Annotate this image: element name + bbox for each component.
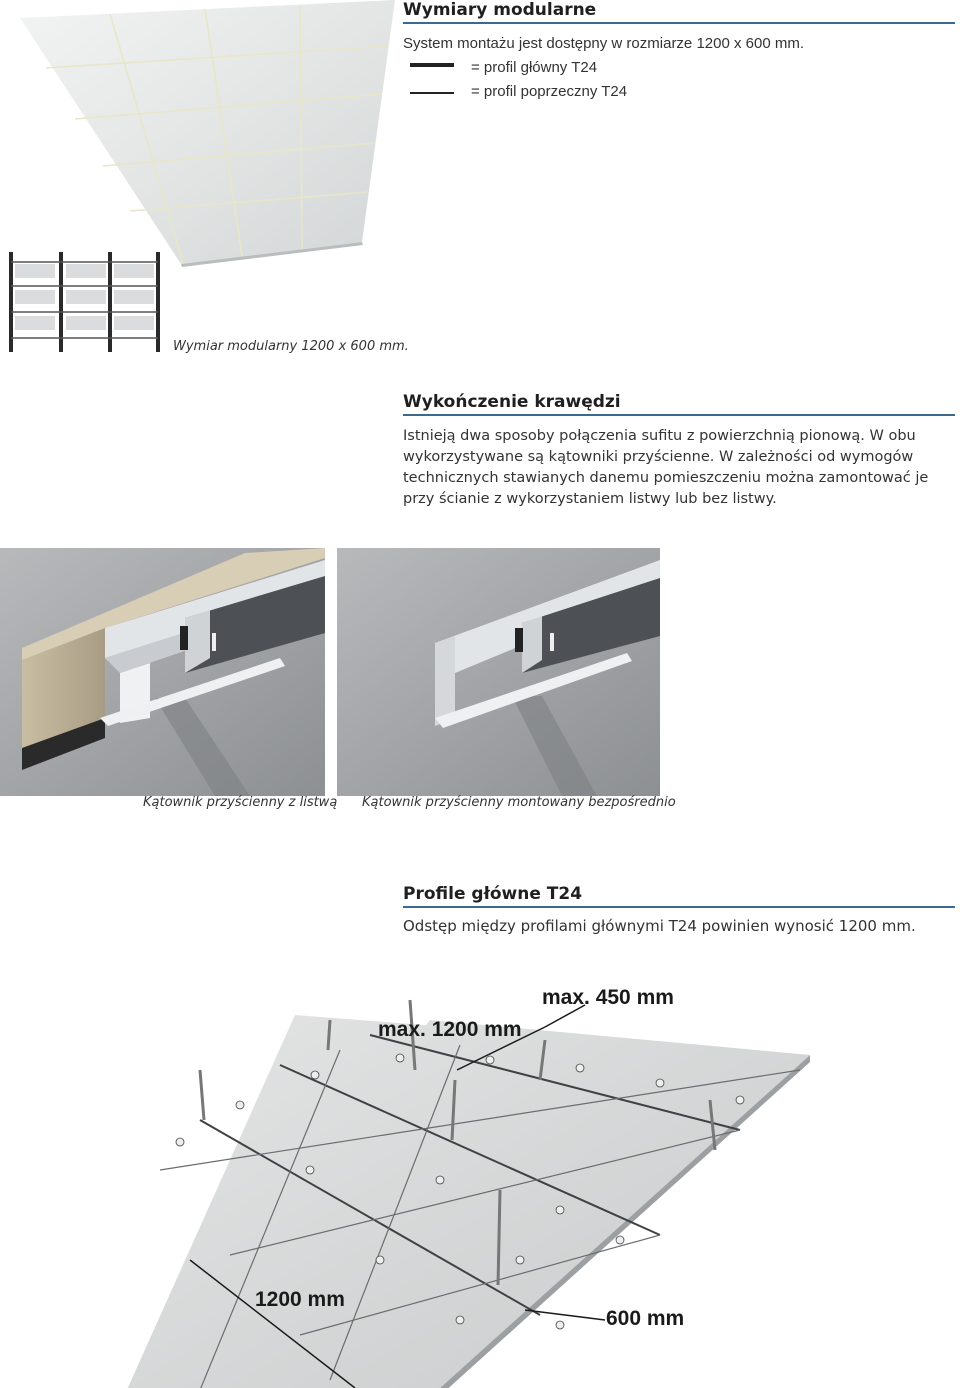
caption-angle-direct: Kątownik przyścienny montowany bezpośrednio: [362, 795, 676, 810]
edges-paragraph-line: technicznych stawianych danemu pomieszczeniu można zamontować je: [403, 470, 929, 486]
angle-direct-illustration: [337, 548, 660, 796]
dim-label-600: 600 mm: [606, 1307, 685, 1330]
section-rule: [403, 22, 955, 24]
dim-label-max-450: max. 450 mm: [542, 986, 674, 1009]
section-rule: [403, 906, 955, 908]
section-title-modular: Wymiary modularne: [403, 0, 597, 20]
legend-main-profile: = profil główny T24: [471, 59, 598, 76]
section-title-edges: Wykończenie krawędzi: [403, 392, 621, 412]
section-rule: [403, 414, 955, 416]
edges-paragraph-line: wykorzystywane są kątowniki przyścienne. W zależności od wymogów: [403, 449, 914, 465]
dim-label-max-1200: max. 1200 mm: [378, 1018, 522, 1041]
edges-paragraph-line: przy ścianie z wykorzystaniem listwy lub bez listwy.: [403, 491, 777, 507]
main-profile-legend-line: [410, 63, 454, 67]
dim-label-1200: 1200 mm: [255, 1288, 345, 1311]
section-title-profiles: Profile główne T24: [403, 884, 583, 904]
legend-cross-profile: = profil poprzeczny T24: [471, 83, 628, 100]
modular-description: System montażu jest dostępny w rozmiarze 1200 x 600 mm.: [403, 35, 805, 52]
modular-caption: Wymiar modularny 1200 x 600 mm.: [173, 339, 409, 354]
edges-paragraph: [403, 426, 928, 510]
ceiling-perspective-illustration: [0, 0, 400, 270]
caption-angle-with-strip: Kątownik przyścienny z listwą: [143, 795, 338, 810]
modular-grid-icon: [6, 250, 166, 354]
angle-with-strip-illustration: [0, 548, 325, 796]
profiles-description: Odstęp między profilami głównymi T24 powinien wynosić 1200 mm.: [403, 917, 916, 935]
main-profiles-grid-illustration: [100, 990, 820, 1388]
cross-profile-legend-line: [410, 92, 454, 94]
edges-paragraph-line: Istnieją dwa sposoby połączenia sufitu z powierzchnią pionową. W obu: [403, 428, 916, 444]
